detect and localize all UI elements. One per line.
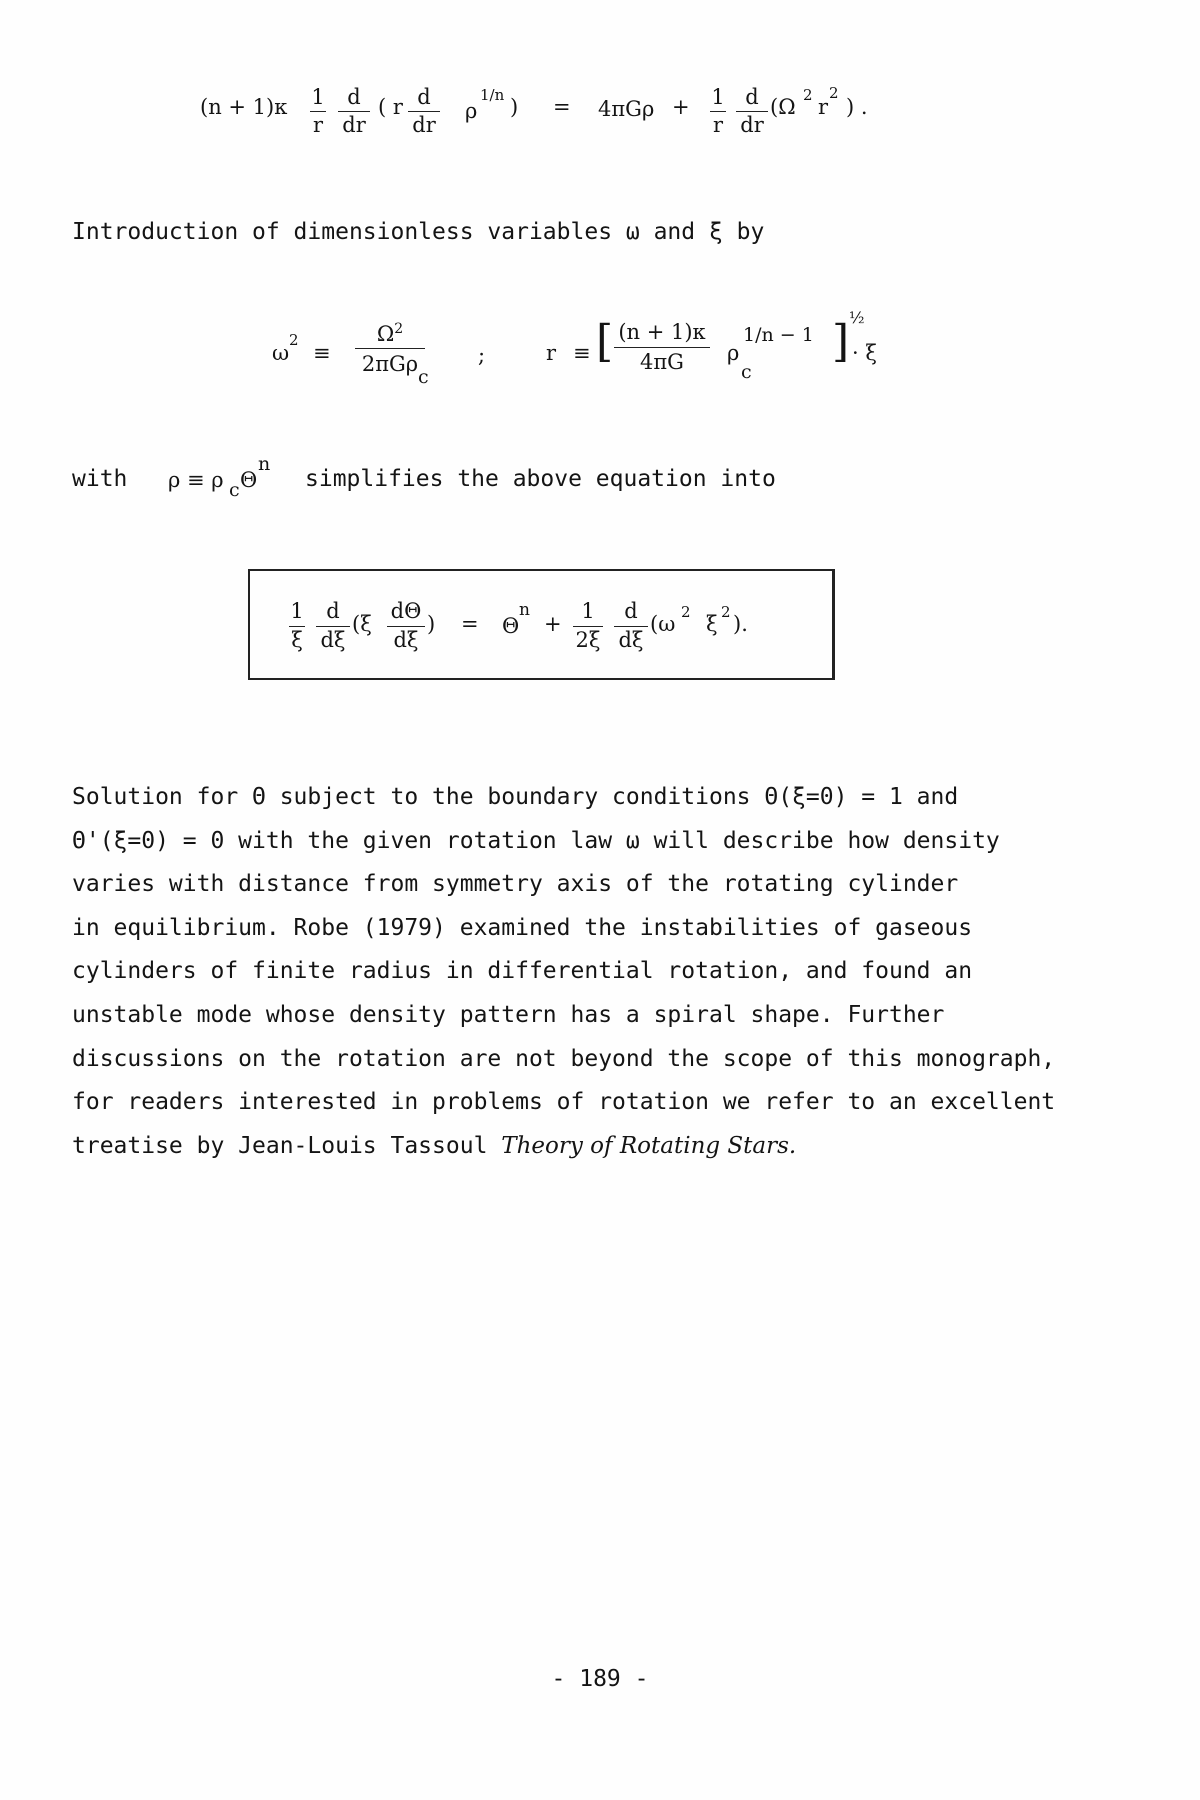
eq1-frac-1-num: 1 bbox=[311, 85, 325, 109]
eq1-rho: ρ bbox=[465, 99, 478, 123]
box-equals: = bbox=[461, 612, 479, 636]
def-omega-num-exp: 2 bbox=[394, 321, 404, 337]
box-open-xi: (ξ bbox=[352, 612, 372, 636]
box-close-paren: ) bbox=[427, 612, 436, 636]
box-f1-den: ξ bbox=[291, 628, 303, 652]
box-f3-num: dΘ bbox=[390, 599, 422, 623]
eq1-tail-end: ) . bbox=[846, 95, 868, 119]
paragraph-line: for readers interested in problems of rotation we refer to an excellent bbox=[72, 1089, 1056, 1116]
def-equiv-2: ≡ bbox=[573, 341, 591, 365]
eq1-frac-5-num: d bbox=[745, 85, 759, 109]
with-line bbox=[72, 468, 127, 491]
page-number: - 189 - bbox=[551, 1666, 649, 1692]
box-f2-den: dξ bbox=[320, 628, 346, 652]
box-f2-num: d bbox=[326, 599, 340, 623]
def-omega-den-sub: c bbox=[418, 366, 429, 388]
eq1-frac-5-den: dr bbox=[740, 113, 764, 137]
def-r-rho-sub: c bbox=[741, 361, 752, 383]
def-omega-num: Ω bbox=[376, 322, 395, 346]
def-omega-numerator bbox=[355, 322, 425, 345]
with-relation-rho: ρ ≡ ρ bbox=[168, 468, 224, 492]
def-r-num: (n + 1)κ bbox=[618, 320, 706, 344]
eq1-term-4piGrho: 4πGρ bbox=[598, 97, 655, 121]
box-f5-den: dξ bbox=[618, 628, 644, 652]
eq1-plus: + bbox=[672, 95, 690, 119]
def-omega: ω bbox=[272, 341, 290, 365]
def-bracket-close: ] bbox=[832, 316, 850, 367]
def-bracket-open: [ bbox=[596, 316, 614, 367]
box-theta: Θ bbox=[502, 614, 520, 638]
def-bracket-exp: ½ bbox=[849, 308, 865, 327]
paragraph-line: Solution for Θ subject to the boundary conditions Θ(ξ=0) = 1 and bbox=[72, 784, 959, 810]
eq1-lhs-factor: (n + 1)κ bbox=[200, 95, 288, 119]
eq1-frac-2-den: dr bbox=[342, 113, 366, 137]
eq1-tail-r: r bbox=[818, 95, 829, 119]
with-relation-theta: Θ bbox=[240, 468, 258, 492]
box-f4-den: 2ξ bbox=[575, 628, 601, 652]
def-r-tail: · ξ bbox=[852, 341, 877, 365]
box-plus: + bbox=[544, 612, 562, 636]
box-theta-exp: n bbox=[519, 600, 530, 620]
eq1-tail-omega: (Ω bbox=[770, 95, 796, 119]
def-semicolon: ; bbox=[478, 343, 486, 367]
body-paragraph bbox=[72, 786, 1132, 1178]
paragraph-line: in equilibrium. Robe (1979) examined the instabilities of gaseous bbox=[72, 914, 973, 941]
box-tail-exp-2: 2 bbox=[721, 603, 731, 621]
paragraph-line: cylinders of finite radius in differential rotation, and found an bbox=[72, 958, 973, 985]
eq1-rho-exponent: 1/n bbox=[480, 86, 505, 104]
box-tail-end: ). bbox=[733, 612, 748, 636]
paragraph-line: unstable mode whose density pattern has a spiral shape. Further bbox=[72, 1001, 945, 1028]
eq1-frac-2-num: d bbox=[347, 85, 361, 109]
eq1-frac-4-num: 1 bbox=[711, 85, 725, 109]
with-relation-exp: n bbox=[258, 453, 271, 475]
def-r-den: 4πG bbox=[640, 350, 684, 374]
box-f5-num: d bbox=[624, 599, 638, 623]
box-tail-xi: ξ bbox=[706, 612, 718, 636]
eq1-frac-1-den: r bbox=[312, 113, 324, 137]
with-line-rest: simplifies the above equation into bbox=[305, 466, 776, 492]
paragraph-line: varies with distance from symmetry axis of the rotating cylinder bbox=[72, 871, 959, 898]
eq1-open-paren-r: ( r bbox=[378, 95, 403, 119]
last-line-prefix: treatise by Jean-Louis Tassoul bbox=[72, 1132, 502, 1159]
eq1-tail-exp-1: 2 bbox=[803, 86, 813, 104]
eq1-equals: = bbox=[553, 95, 571, 119]
intro-line: Introduction of dimensionless variables ω and ξ by bbox=[72, 219, 765, 245]
def-equiv-1: ≡ bbox=[313, 341, 331, 365]
eq1-tail-exp-2: 2 bbox=[829, 84, 839, 102]
def-omega-exp: 2 bbox=[289, 331, 299, 349]
def-r: r bbox=[546, 341, 557, 365]
eq1-frac-4-den: r bbox=[712, 113, 724, 137]
with-relation-sub: c bbox=[229, 479, 240, 501]
def-r-rho-exp: 1/n − 1 bbox=[743, 324, 814, 346]
box-tail-omega: (ω bbox=[650, 612, 676, 636]
def-r-rho: ρ bbox=[727, 341, 740, 365]
book-title: Theory of Rotating Stars. bbox=[501, 1132, 797, 1159]
paragraph-line: Θ'(ξ=0) = 0 with the given rotation law ω will describe how density bbox=[72, 827, 1000, 854]
def-omega-den: 2πGρ bbox=[361, 352, 419, 376]
box-tail-exp-1: 2 bbox=[681, 603, 691, 621]
eq1-frac-3-den: dr bbox=[412, 113, 436, 137]
paragraph-line: discussions on the rotation are not beyond the scope of this monograph, bbox=[72, 1045, 1056, 1072]
eq1-close-paren: ) bbox=[510, 95, 519, 119]
paragraph-last-line bbox=[72, 1132, 1132, 1179]
with-word: with bbox=[72, 466, 128, 492]
box-f1-num: 1 bbox=[290, 599, 304, 623]
eq1-frac-3-num: d bbox=[417, 85, 431, 109]
box-f4-num: 1 bbox=[581, 599, 595, 623]
box-f3-den: dξ bbox=[393, 628, 419, 652]
